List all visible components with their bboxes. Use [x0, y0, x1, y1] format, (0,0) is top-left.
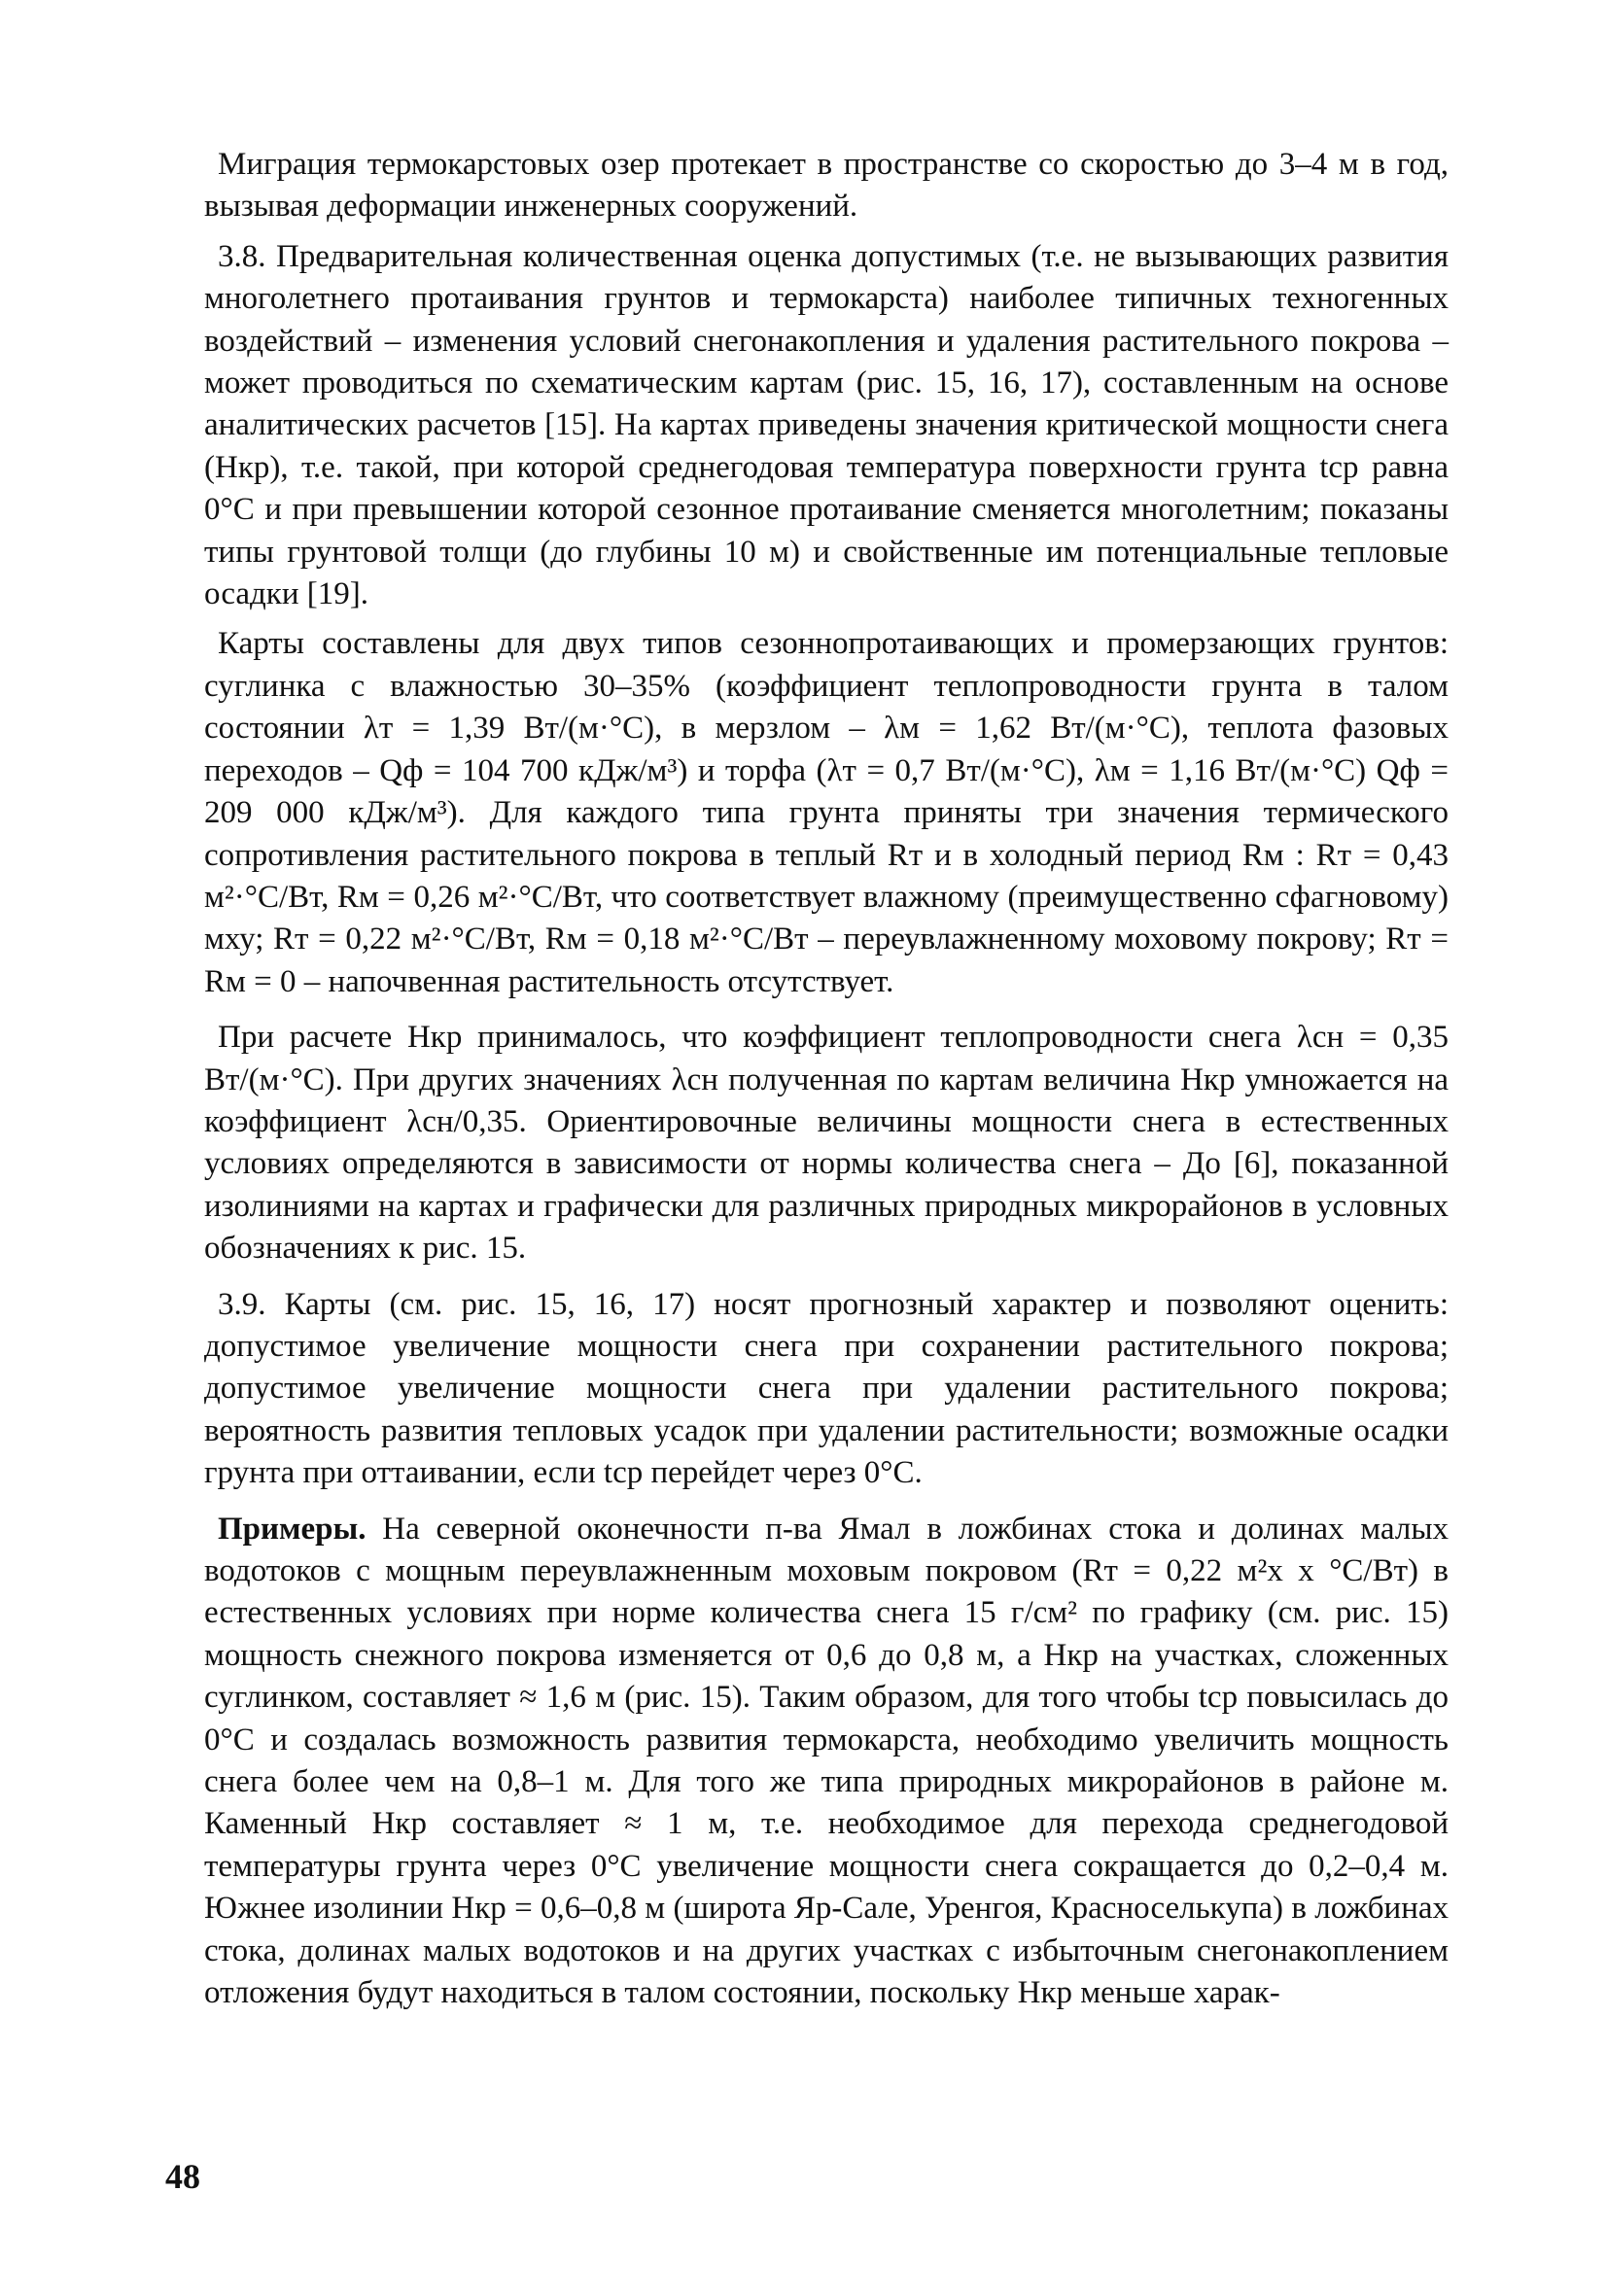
paragraph-3-8: 3.8. Предварительная количественная оценка допустимых (т.е. не вызывающих развития многолетнего протаивания грунтов и термокарста) наиболее типичных техногенных воздействий – изменения условий снегонакопления и удаления растительного покрова – может проводиться по схематическим картам (рис. 15, 16, 17), составленным на основе аналитических расчетов [15]. На картах приведены значения критической мощности снега (Hкр), т.е. такой, при которой среднегодовая температура поверхности грунта tср равна 0°С и при превышении которой сезонное протаивание сменяется многолетним; показаны типы грунтовой толщи (до глубины 10 м) и свойственные им потенциальные тепловые осадки [19]. — [204, 238, 1449, 612]
examples-lead: Примеры. — [218, 1511, 367, 1547]
page-number: 48 — [165, 2157, 200, 2196]
document-page — [204, 144, 1449, 2014]
paragraph-calculation: При расчете Hкр принималось, что коэффициент теплопроводности снега λсн = 0,35 Вт/(м·°С). При других значениях λсн полученная по картам величина Hкр умножается на коэффициент λсн/0,35. Ориентировочные величины мощности снега в естественных условиях определяются в зависимости от нормы количества снега – До [6], показанной изолиниями на картах и графически для различных природных микрорайонов в условных обозначениях к рис. 15. — [204, 1020, 1449, 1267]
paragraph-migration: Миграция термокарстовых озер протекает в пространстве со скоростью до 3–4 м в год, вызывая деформации инженерных сооружений. — [204, 147, 1449, 225]
examples-text: На северной оконечности п-ва Ямал в ложбинах стока и долинах малых водотоков с мощным переувлажненным моховым покровом (Rт = 0,22 м²х х °С/Вт) в естественных условиях при норме количества снега 15 г/см² по графику (см. рис. 15) мощность снежного покрова изменяется от 0,6 до 0,8 м, а Hкр на участках, сложенных суглинком, составляет ≈ 1,6 м (рис. 15). Таким образом, для того чтобы tср повысилась до 0°С и создалась возможность развития термокарста, необходимо увеличить мощность снега более чем на 0,8–1 м. Для того же типа природных микрорайонов в районе м. Каменный Hкр составляет ≈ 1 м, т.е. необходимое для перехода среднегодовой температуры грунта через 0°С увеличение мощности снега сокращается до 0,2–0,4 м. Южнее изолинии Hкр = 0,6–0,8 м (широта Яр-Сале, Уренгоя, Красноселькупа) в ложбинах стока, долинах малых водотоков и на других участках с избыточным снегонакоплением отложения будут находиться в талом состоянии, поскольку Hкр меньше харак- — [204, 1511, 1449, 2011]
paragraph-maps: Карты составлены для двух типов сезоннопротаивающих и промерзающих грунтов: суглинка с влажностью 30–35% (коэффициент теплопроводности грунта в талом состоянии λт = 1,39 Вт/(м·°С), в мерзлом – λм = 1,62 Вт/(м·°С), теплота фазовых переходов – Qф = 104 700 кДж/м³) и торфа (λт = 0,7 Вт/(м·°С), λм = 1,16 Вт/(м·°С) Qф = 209 000 кДж/м³). Для каждого типа грунта приняты три значения термического сопротивления растительного покрова в теплый Rт и в холодный период Rм : Rт = 0,43 м²·°С/Вт, Rм = 0,26 м²·°С/Вт, что соответствует влажному (преимущественно сфагновому) мху; Rт = 0,22 м²·°С/Вт, Rм = 0,18 м²·°С/Вт – переувлажненному моховому покрову; Rт = Rм = 0 – напочвенная растительность отсутствует. — [204, 626, 1449, 999]
paragraph-examples — [204, 1509, 1449, 2015]
paragraph-3-9: 3.9. Карты (см. рис. 15, 16, 17) носят прогнозный характер и позволяют оценить: допустимое увеличение мощности снега при сохранении растительного покрова; допустимое увеличение мощности снега при удалении растительного покрова; вероятность развития тепловых усадок при удалении растительности; возможные осадки грунта при оттаивании, если tср перейдет через 0°С. — [204, 1286, 1449, 1491]
